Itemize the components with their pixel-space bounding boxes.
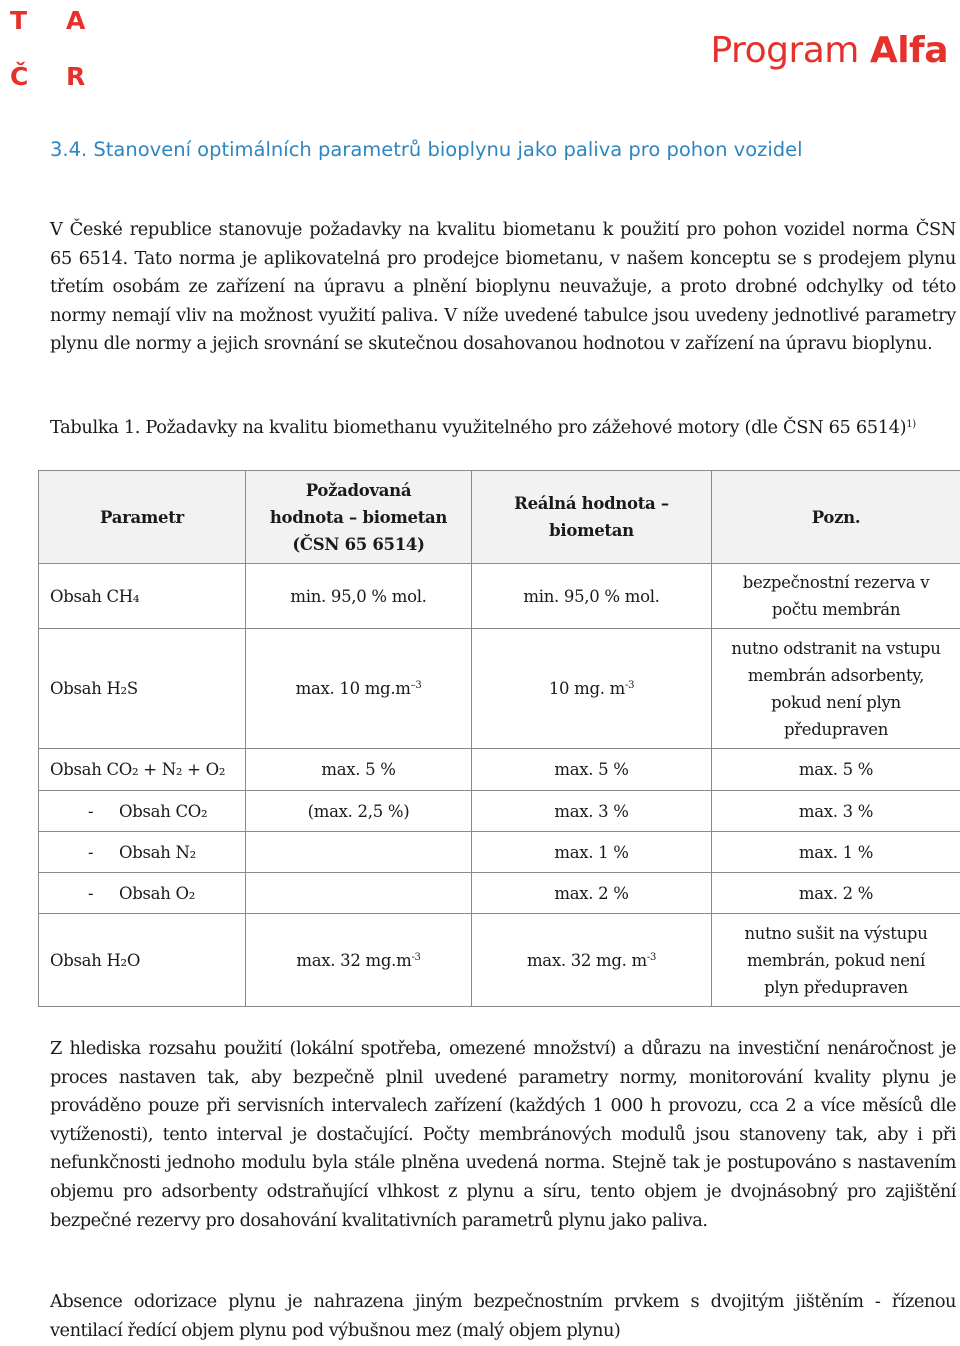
note-cell: max. 2 % xyxy=(712,873,960,914)
note-cell: max. 5 % xyxy=(712,749,960,791)
real-cell: max. 3 % xyxy=(472,791,712,832)
param-label: Obsah O₂ xyxy=(119,883,196,903)
required-cell: max. 5 % xyxy=(246,749,472,791)
required-cell: (max. 2,5 %) xyxy=(246,791,472,832)
table-row xyxy=(39,749,960,791)
table-row xyxy=(39,873,960,914)
required-cell xyxy=(246,873,472,914)
required-cell xyxy=(246,832,472,873)
real-exponent: -3 xyxy=(646,951,657,963)
required-exponent: -3 xyxy=(411,951,421,963)
note-cell: nutno odstranit na vstupu membrán adsorbenty, pokud není plyn předupraven xyxy=(712,629,960,749)
table-header-row xyxy=(39,471,960,564)
param-label: Obsah N₂ xyxy=(119,842,196,862)
section-title: 3.4. Stanovení optimálních parametrů bioplynu jako paliva pro pohon vozidel xyxy=(50,138,803,161)
program-alfa-logo xyxy=(710,30,948,71)
required-value: max. 10 mg.m xyxy=(295,679,411,698)
table-row xyxy=(39,791,960,832)
header-note: Pozn. xyxy=(712,471,960,564)
dash-marker: - xyxy=(88,883,94,903)
real-cell: max. 2 % xyxy=(472,873,712,914)
logo-letter-a: A xyxy=(66,6,86,35)
required-value: max. 32 mg.m xyxy=(296,950,412,970)
requirements-table xyxy=(38,470,960,1007)
logo-letter-c: Č xyxy=(10,62,29,91)
note-cell: nutno sušit na výstupu membrán, pokud není plyn předupraven xyxy=(712,914,960,1007)
param-cell: Obsah CO₂ + N₂ + O₂ xyxy=(39,749,246,791)
header-real: Reálná hodnota – biometan xyxy=(472,471,712,564)
required-exponent: –3 xyxy=(410,680,422,691)
table-row xyxy=(39,832,960,873)
body-paragraph: Z hlediska rozsahu použití (lokální spotřeba, omezené množství) a důrazu na investiční nenáročnost je proces nastaven tak, aby bezpečně plnil uvedené parametry normy, monitorování kvality plynu je prováděno pouze při servisních intervalech zařízení (každých 1 000 h provozu, cca 2 a více měsíců dle vytíženosti), tento interval je dostačující. Počty membránových modulů jsou stanoveny tak, aby i při nefunkčnosti jednoho modulu byla stále plněna uvedená norma. Stejně tak je postupováno s nastavením objemu pro adsorbenty odstraňující vlhkost z plynu a síru, tento objem je dvojnásobný pro zajištění bezpečné rezervy pro dosahování kvalitativních parametrů plynu jako paliva. xyxy=(50,1038,956,1231)
logo-letter-t: T xyxy=(10,6,28,35)
required-cell: min. 95,0 % mol. xyxy=(246,564,472,629)
program-word: Program xyxy=(710,30,859,71)
required-cell xyxy=(246,629,472,749)
header-required: Požadovaná hodnota – biometan (ČSN 65 6514) xyxy=(246,471,472,564)
param-cell xyxy=(39,832,246,873)
param-cell: Obsah CH₄ xyxy=(39,564,246,629)
real-cell: max. 5 % xyxy=(472,749,712,791)
table-caption xyxy=(50,414,956,443)
real-value: 10 mg. m xyxy=(548,679,626,698)
table-row xyxy=(39,914,960,1007)
param-cell: Obsah H₂O xyxy=(39,914,246,1007)
dash-marker: - xyxy=(88,842,94,862)
param-cell xyxy=(39,873,246,914)
tacr-logo xyxy=(10,6,100,96)
real-cell xyxy=(472,629,712,749)
table-caption-note: 1) xyxy=(906,419,916,430)
table-row xyxy=(39,629,960,749)
table-caption-text: Tabulka 1. Požadavky na kvalitu biomethanu využitelného pro zážehové motory (dle ČSN 65 6514) xyxy=(50,417,907,438)
param-cell xyxy=(39,791,246,832)
real-value: max. 32 mg. m xyxy=(526,950,647,970)
note-cell: bezpečnostní rezerva v počtu membrán xyxy=(712,564,960,629)
dash-marker: - xyxy=(88,801,94,821)
intro-paragraph: V České republice stanovuje požadavky na kvalitu biometanu k použití pro pohon vozidel norma ČSN 65 6514. Tato norma je aplikovatelná pro prodejce biometanu, v našem konceptu se s prodejem plynu třetím osobám ze zařízení na úpravu a plnění bioplynu neuvažuje, a proto drobné odchylky od této normy nemají vliv na možnost využití paliva. V níže uvedené tabulce jsou uvedeny jednotlivé parametry plynu dle normy a jejich srovnání se skutečnou dosahovanou hodnotou v zařízení na úpravu bioplynu. xyxy=(50,219,956,355)
real-exponent: -3 xyxy=(625,680,635,691)
note-cell: max. 1 % xyxy=(712,832,960,873)
param-cell: Obsah H₂S xyxy=(39,629,246,749)
note-cell: max. 3 % xyxy=(712,791,960,832)
real-cell xyxy=(472,914,712,1007)
logo-letter-r: R xyxy=(66,62,86,91)
header-parametr: Parametr xyxy=(39,471,246,564)
param-label: Obsah CO₂ xyxy=(119,801,208,821)
required-cell xyxy=(246,914,472,1007)
alfa-word: Alfa xyxy=(869,30,948,71)
real-cell: max. 1 % xyxy=(472,832,712,873)
real-cell: min. 95,0 % mol. xyxy=(472,564,712,629)
table-row xyxy=(39,564,960,629)
last-paragraph: Absence odorizace plynu je nahrazena jiným bezpečnostním prvkem s dvojitým jištěním - řízenou ventilací ředící objem plynu pod výbušnou mez (malý objem plynu) xyxy=(50,1291,956,1341)
